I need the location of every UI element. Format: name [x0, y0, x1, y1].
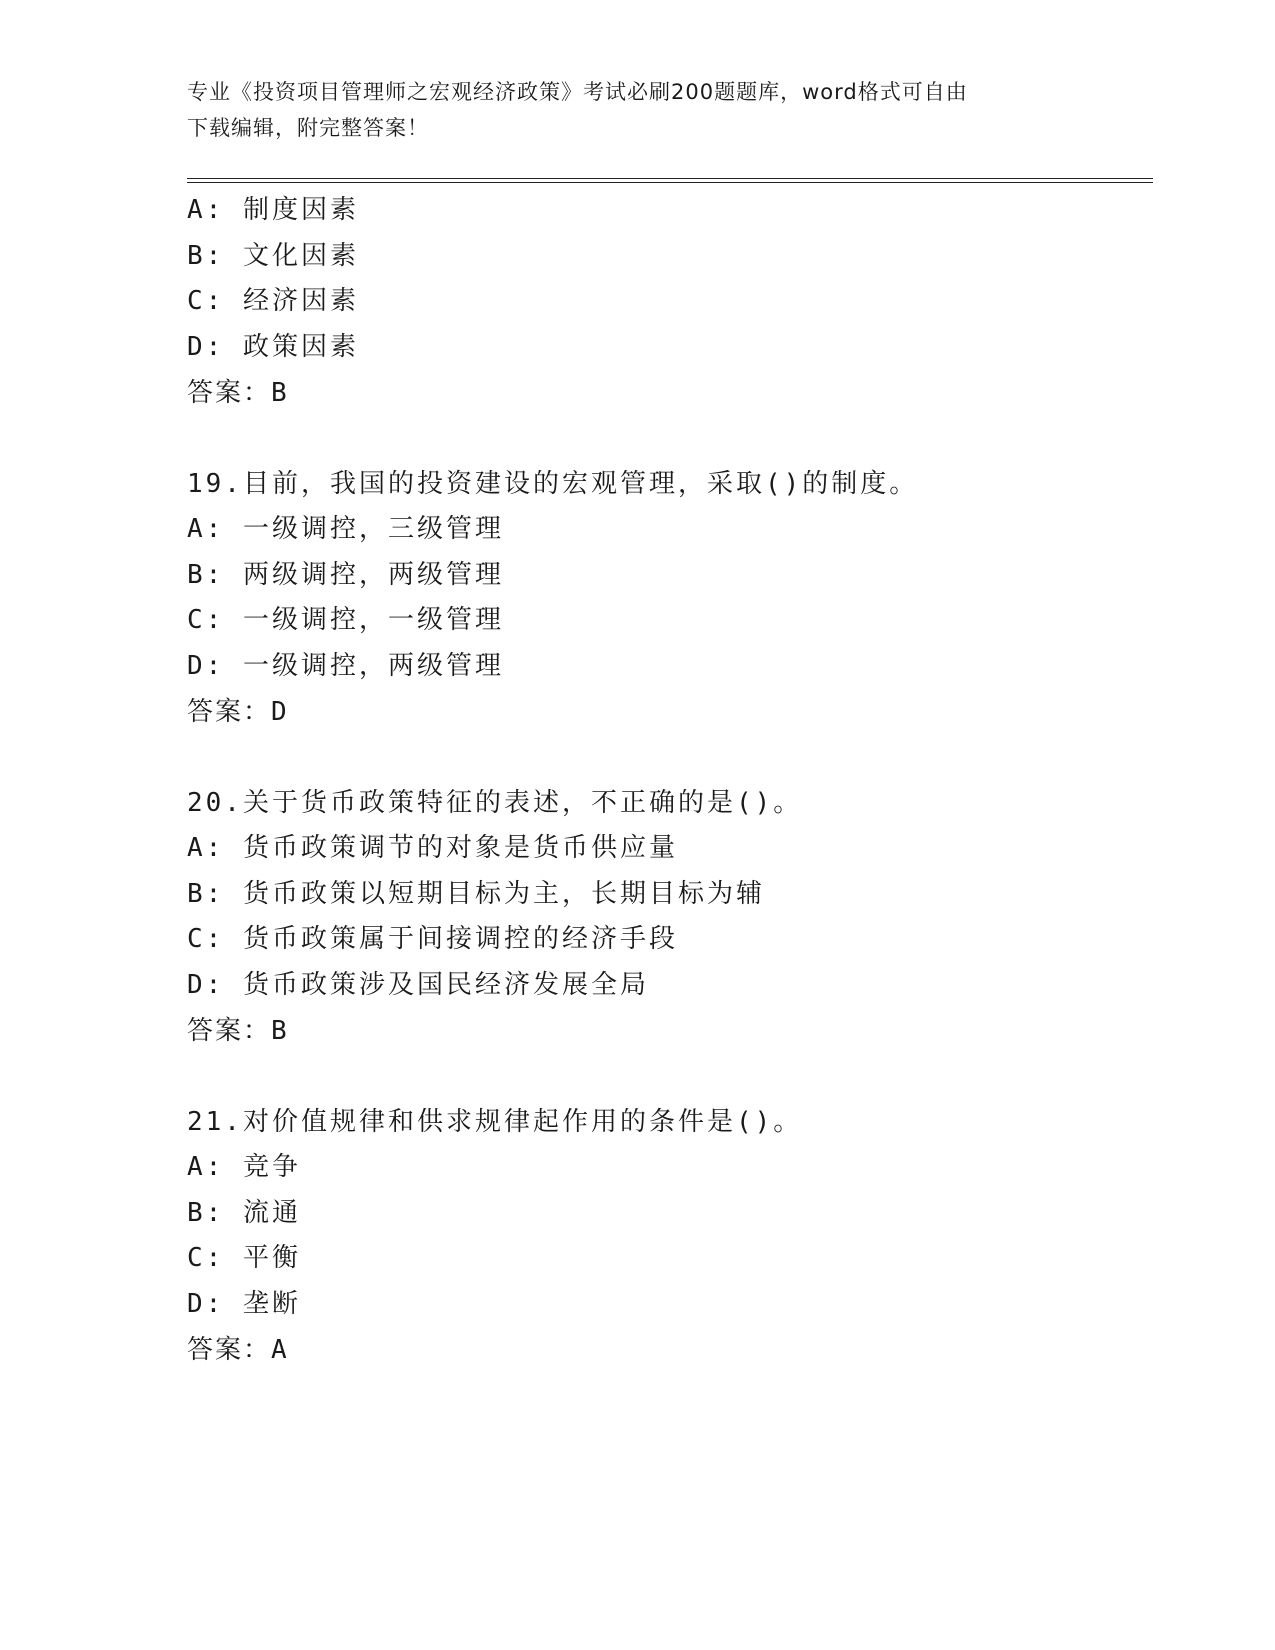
- block-spacer: [187, 736, 1147, 780]
- answer-line: 答案：A: [187, 1335, 289, 1365]
- question-text: 19.目前，我国的投资建设的宏观管理，采取()的制度。: [187, 469, 919, 499]
- question-block-21: [187, 1099, 1147, 1374]
- header-divider: [187, 178, 1153, 183]
- document-header: [187, 74, 1067, 146]
- option-a: A: 制度因素: [187, 195, 359, 225]
- option-c: C: 货币政策属于间接调控的经济手段: [187, 924, 678, 954]
- answer-line: 答案：B: [187, 378, 289, 408]
- option-c: C: 一级调控，一级管理: [187, 605, 504, 635]
- question-text: 20.关于货币政策特征的表述，不正确的是()。: [187, 788, 803, 818]
- option-a: A: 竞争: [187, 1152, 301, 1182]
- block-spacer: [187, 1055, 1147, 1099]
- answer-line: 答案：D: [187, 697, 289, 727]
- option-d: D: 政策因素: [187, 331, 359, 362]
- option-d: D: 垄断: [187, 1288, 301, 1319]
- question-text: 21.对价值规律和供求规律起作用的条件是()。: [187, 1107, 803, 1137]
- option-c: C: 经济因素: [187, 286, 359, 316]
- question-list: [187, 188, 1147, 1374]
- option-a: A: 一级调控，三级管理: [187, 514, 504, 544]
- header-line-1: 专业《投资项目管理师之宏观经济政策》考试必刷200题题库，word格式可自由: [187, 80, 968, 104]
- option-b: B: 两级调控，两级管理: [187, 559, 504, 590]
- option-d: D: 货币政策涉及国民经济发展全局: [187, 969, 649, 1000]
- header-line-2: 下载编辑，附完整答案！: [187, 116, 429, 140]
- option-b: B: 流通: [187, 1197, 301, 1228]
- answer-line: 答案：B: [187, 1016, 289, 1046]
- question-block-18: [187, 188, 1147, 417]
- option-d: D: 一级调控，两级管理: [187, 650, 504, 681]
- option-b: B: 货币政策以短期目标为主，长期目标为辅: [187, 878, 765, 909]
- option-a: A: 货币政策调节的对象是货币供应量: [187, 833, 678, 863]
- question-block-19: [187, 461, 1147, 736]
- block-spacer: [187, 417, 1147, 461]
- option-b: B: 文化因素: [187, 240, 359, 271]
- question-block-20: [187, 780, 1147, 1055]
- option-c: C: 平衡: [187, 1243, 301, 1273]
